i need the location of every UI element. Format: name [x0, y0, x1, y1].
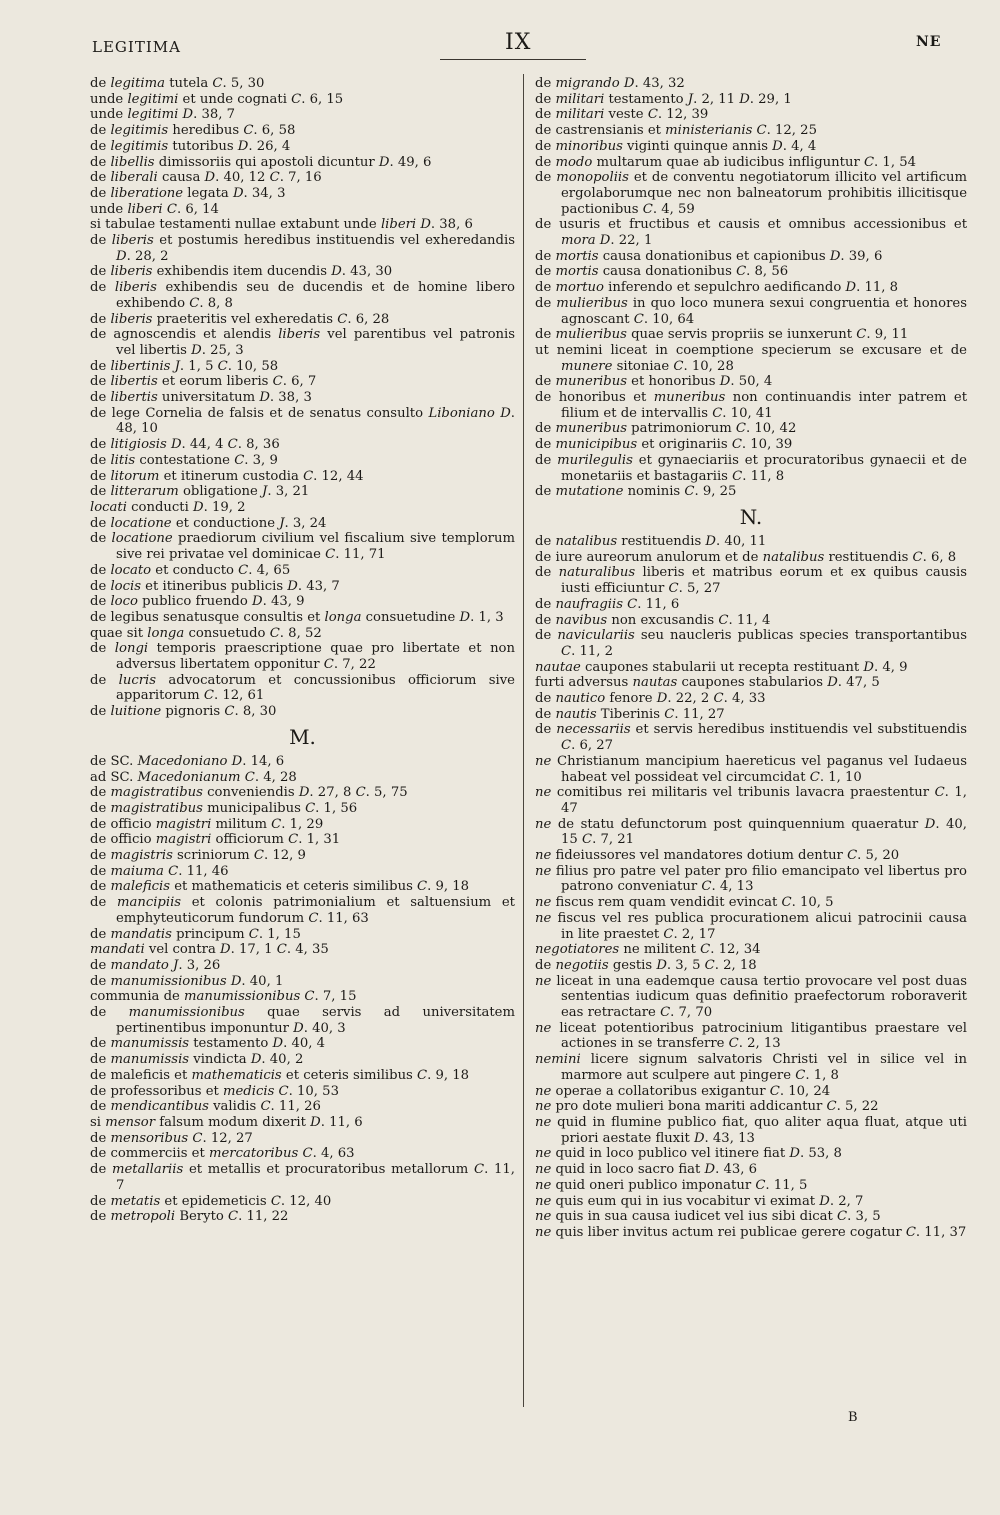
running-head-right: NE — [916, 34, 942, 50]
index-entry: de commerciis et mercatoribus C. 4, 63 — [90, 1146, 355, 1162]
index-entry: de libellis dimissoriis qui apostoli dicuntur D. 49, 6 — [90, 154, 432, 170]
index-entry: de litorum et itinerum custodia C. 12, 44 — [90, 468, 364, 484]
index-entry: de mandatis principum C. 1, 15 — [90, 926, 301, 942]
right-column — [535, 76, 967, 1241]
index-entry: de maleficis et mathematicis et ceteris similibus C. 9, 18 — [90, 1067, 470, 1083]
index-entry: ne fiscus vel res publica procurationem alicui patrocinii causa in lite praestet C. 2, 17 — [535, 910, 967, 942]
column-divider — [523, 74, 524, 1407]
index-entry: de muneribus et honoribus D. 50, 4 — [535, 374, 773, 390]
index-entry: de libertis et eorum liberis C. 6, 7 — [90, 374, 317, 390]
index-entry: de magistris scriniorum C. 12, 9 — [90, 848, 306, 864]
index-entry: de navibus non excusandis C. 11, 4 — [535, 612, 771, 628]
index-entry: de mensoribus C. 12, 27 — [90, 1130, 253, 1146]
index-entry: de mancipiis et colonis patrimonialium et saltuensium et emphyteuticorum fundorum C. 11, 63 — [90, 895, 515, 926]
index-entry: ne fideiussores vel mandatores dotium dentur C. 5, 20 — [535, 848, 900, 864]
index-entry: de murilegulis et gynaeciariis et procuratoribus gynaecii et de monetariis et bastagariis C. 11, 8 — [535, 452, 967, 484]
index-entry: de magistratibus conveniendis D. 27, 8 C. 5, 75 — [90, 785, 408, 801]
index-entry: nemini licere signum salvatoris Christi vel in silice vel in marmore aut sculpere aut pingere C. 1, 8 — [535, 1052, 967, 1083]
index-entry: de modo multarum quae ab iudicibus infliguntur C. 1, 54 — [535, 154, 916, 170]
index-entry: de nautis Tiberinis C. 11, 27 — [535, 706, 725, 722]
index-entry: ne pro dote mulieri bona mariti addicantur C. 5, 22 — [535, 1099, 879, 1115]
index-entry: de liberis et postumis heredibus instituendis vel exheredandis D. 28, 2 — [90, 233, 515, 264]
index-entry: ne quis eum qui in ius vocabitur vi eximat D. 2, 7 — [535, 1193, 864, 1209]
index-entry: si mensor falsum modum dixerit D. 11, 6 — [90, 1115, 363, 1130]
index-entry: de manumissionibus D. 40, 1 — [90, 973, 284, 989]
index-entry: de locis et itineribus publicis D. 43, 7 — [90, 578, 340, 594]
index-entry: de mortis causa donationibus C. 8, 56 — [535, 264, 789, 280]
index-entry: de lege Cornelia de falsis et de senatus consulto Liboniano D. 48, 10 — [90, 405, 515, 437]
index-entry: ne comitibus rei militaris vel tribunis lavacra praestentur C. 1, 47 — [535, 785, 967, 816]
index-entry: ne liceat in una eademque causa tertio provocare vel post duas sententias iudicum quas definitio praefectorum roboraverit eas retractare C. 7, 70 — [535, 973, 967, 1021]
index-entry: locati conducti D. 19, 2 — [90, 499, 246, 515]
index-entry: de militari veste C. 12, 39 — [535, 107, 709, 123]
index-entry: ne quis in sua causa iudicet vel ius sibi dicat C. 3, 5 — [535, 1209, 881, 1225]
index-entry: de metropoli Beryto C. 11, 22 — [90, 1209, 289, 1225]
index-entry: ne filius pro patre vel pater pro filio emancipato vel libertus pro patrono conveniatur C. 4, 13 — [535, 863, 967, 895]
index-entry: de muneribus patrimoniorum C. 10, 42 — [535, 421, 797, 437]
index-entry: ne Christianum mancipium haereticus vel paganus vel Iudaeus habeat vel possideat vel circumcidat C. 1, 10 — [535, 753, 967, 785]
index-entry: de mulieribus quae servis propriis se iunxerunt C. 9, 11 — [535, 327, 909, 343]
index-entry: ut nemini liceat in coemptione specierum se excusare et de munere sitoniae C. 10, 28 — [535, 342, 967, 374]
index-entry: de manumissis testamento D. 40, 4 — [90, 1036, 326, 1052]
index-entry: ne de statu defunctorum post quinquennium quaeratur D. 40, 15 C. 7, 21 — [535, 816, 967, 848]
index-entry: de liberatione legata D. 34, 3 — [90, 185, 286, 201]
index-entry: unde liberi C. 6, 14 — [90, 201, 219, 217]
index-entry: de loco publico fruendo D. 43, 9 — [90, 594, 305, 610]
index-entry: nautae caupones stabularii ut recepta restituant D. 4, 9 — [535, 659, 908, 675]
index-entry: de manumissis vindicta D. 40, 2 — [90, 1052, 304, 1068]
index-entry: de mortuo inferendo et sepulchro aedificando D. 11, 8 — [535, 280, 899, 296]
index-entry: de migrando D. 43, 32 — [535, 76, 685, 91]
index-entry: ne quid in loco sacro fiat D. 43, 6 — [535, 1162, 758, 1178]
index-entry: de longi temporis praescriptione quae pro libertate et non adversus libertatem opponitur C. 7, 22 — [90, 641, 515, 673]
index-entry: de libertis universitatum D. 38, 3 — [90, 390, 312, 406]
index-entry: de litterarum obligatione J. 3, 21 — [90, 484, 310, 500]
index-entry: de liberis exhibendis item ducendis D. 43, 30 — [90, 264, 393, 280]
index-entry: ad SC. Macedonianum C. 4, 28 — [90, 769, 297, 785]
index-entry: de militari testamento J. 2, 11 D. 29, 1 — [535, 91, 792, 107]
index-entry: de mendicantibus validis C. 11, 26 — [90, 1099, 321, 1115]
page-number: IX — [505, 30, 532, 55]
header-rule — [440, 59, 586, 60]
index-entry: de municipibus et originariis C. 10, 39 — [535, 437, 793, 453]
index-entry: de negotiis gestis D. 3, 5 C. 2, 18 — [535, 957, 757, 973]
index-entry: de liberali causa D. 40, 12 C. 7, 16 — [90, 170, 322, 186]
index-entry: de litigiosis D. 44, 4 C. 8, 36 — [90, 437, 280, 453]
index-entry: de iure aureorum anulorum et de natalibus restituendis C. 6, 8 — [535, 549, 957, 565]
index-entry: de maiuma C. 11, 46 — [90, 863, 229, 879]
index-entry: negotiatores ne militent C. 12, 34 — [535, 942, 761, 958]
index-entry: de mortis causa donationibus et capionibus D. 39, 6 — [535, 248, 883, 264]
index-entry: de monopoliis et de conventu negotiatorum illicito vel artificum ergolaborumque nec non balneatorum prohibitis illicitisque pactionibus C. 4, 59 — [535, 170, 967, 217]
index-entry: de lucris advocatorum et concussionibus officiorum sive apparitorum C. 12, 61 — [90, 672, 515, 704]
index-entry: de liberis praeteritis vel exheredatis C. 6, 28 — [90, 311, 390, 327]
index-entry: de luitione pignoris C. 8, 30 — [90, 704, 277, 720]
index-entry: de legibus senatusque consultis et longa consuetudine D. 1, 3 — [90, 609, 504, 625]
index-entry: ne quis liber invitus actum rei publicae gerere cogatur C. 11, 37 — [535, 1224, 967, 1240]
left-column — [90, 76, 515, 1225]
index-entry: de libertinis J. 1, 5 C. 10, 58 — [90, 358, 279, 374]
section-heading: N. — [739, 504, 763, 529]
index-entry: de castrensianis et ministerianis C. 12, 25 — [535, 123, 817, 139]
index-entry: de locatione et conductione J. 3, 24 — [90, 515, 327, 531]
index-entry: de naturalibus liberis et matribus eorum et ex quibus causis iusti efficiuntur C. 5, 27 — [535, 565, 967, 597]
index-entry: ne operae a collatoribus exigantur C. 10, 24 — [535, 1083, 831, 1099]
signature-mark: B — [848, 1410, 858, 1425]
index-entry: de mutatione nominis C. 9, 25 — [535, 484, 737, 500]
index-entry: de officio magistri officiorum C. 1, 31 — [90, 832, 341, 848]
index-entry: ne liceat potentioribus patrocinium litigantibus praestare vel actiones in se transferre C. 2, 13 — [535, 1020, 967, 1052]
index-entry: ne fiscus rem quam vendidit evincat C. 10, 5 — [535, 895, 834, 911]
index-entry: de usuris et fructibus et causis et omnibus accessionibus et mora D. 22, 1 — [535, 217, 967, 249]
index-entry: de legitima tutela C. 5, 30 — [90, 76, 265, 91]
index-entry: de nautico fenore D. 22, 2 C. 4, 33 — [535, 691, 766, 707]
index-entry: de professoribus et medicis C. 10, 53 — [90, 1083, 339, 1099]
index-entry: de locatione praediorum civilium vel fiscalium sive templorum sive rei privatae vel dominicae C. 11, 71 — [90, 531, 515, 563]
page-header — [0, 30, 1000, 70]
index-entry: ne quid in loco publico vel itinere fiat D. 53, 8 — [535, 1146, 842, 1162]
index-entry: de officio magistri militum C. 1, 29 — [90, 816, 324, 832]
index-entry: de naviculariis seu naucleris publicas species transportantibus C. 11, 2 — [535, 628, 967, 659]
running-head-left: LEGITIMA — [92, 38, 181, 56]
index-entry: de mandato J. 3, 26 — [90, 957, 221, 973]
index-entry: de agnoscendis et alendis liberis vel parentibus vel patronis vel libertis D. 25, 3 — [90, 327, 515, 358]
index-entry: de metatis et epidemeticis C. 12, 40 — [90, 1193, 332, 1209]
index-entry: quae sit longa consuetudo C. 8, 52 — [90, 625, 322, 641]
index-entry: ne quid oneri publico imponatur C. 11, 5 — [535, 1177, 808, 1193]
index-entry: de locato et conducto C. 4, 65 — [90, 562, 291, 578]
index-entry: de magistratibus municipalibus C. 1, 56 — [90, 800, 358, 816]
index-entry: ne quid in flumine publico fiat, quo aliter aqua fluat, atque uti priori aestate fluxit D. 43, 13 — [535, 1115, 967, 1146]
index-entry: de SC. Macedoniano D. 14, 6 — [90, 753, 285, 769]
index-entry: de metallariis et metallis et procuratoribus metallorum C. 11, 7 — [90, 1162, 515, 1193]
index-entry: de liberis exhibendis seu de ducendis et de homine libero exhibendo C. 8, 8 — [90, 280, 515, 311]
index-entry: furti adversus nautas caupones stabularios D. 47, 5 — [535, 675, 880, 691]
index-entry: de legitimis tutoribus D. 26, 4 — [90, 138, 291, 154]
index-entry: de maleficis et mathematicis et ceteris similibus C. 9, 18 — [90, 879, 470, 895]
index-entry: de necessariis et servis heredibus instituendis vel substituendis C. 6, 27 — [535, 722, 967, 754]
index-entry: de manumissionibus quae servis ad universitatem pertinentibus imponuntur D. 40, 3 — [90, 1005, 515, 1036]
index-entry: de natalibus restituendis D. 40, 11 — [535, 533, 767, 549]
section-heading: M. — [289, 724, 316, 749]
index-entry: de honoribus et muneribus non continuandis inter patrem et filium et de intervallis C. 10, 41 — [535, 390, 967, 421]
index-entry: unde legitimi D. 38, 7 — [90, 107, 236, 123]
index-entry: de minoribus viginti quinque annis D. 4, 4 — [535, 138, 817, 154]
index-entry: si tabulae testamenti nullae extabunt unde liberi D. 38, 6 — [90, 217, 473, 233]
index-entry: communia de manumissionibus C. 7, 15 — [90, 989, 357, 1005]
index-entry: mandati vel contra D. 17, 1 C. 4, 35 — [90, 942, 329, 958]
index-entry: de mulieribus in quo loco munera sexui congruentia et honores agnoscant C. 10, 64 — [535, 295, 967, 327]
index-entry: de legitimis heredibus C. 6, 58 — [90, 123, 296, 139]
index-entry: de litis contestatione C. 3, 9 — [90, 452, 278, 468]
index-entry: de naufragiis C. 11, 6 — [535, 596, 680, 612]
index-entry: unde legitimi et unde cognati C. 6, 15 — [90, 91, 344, 107]
